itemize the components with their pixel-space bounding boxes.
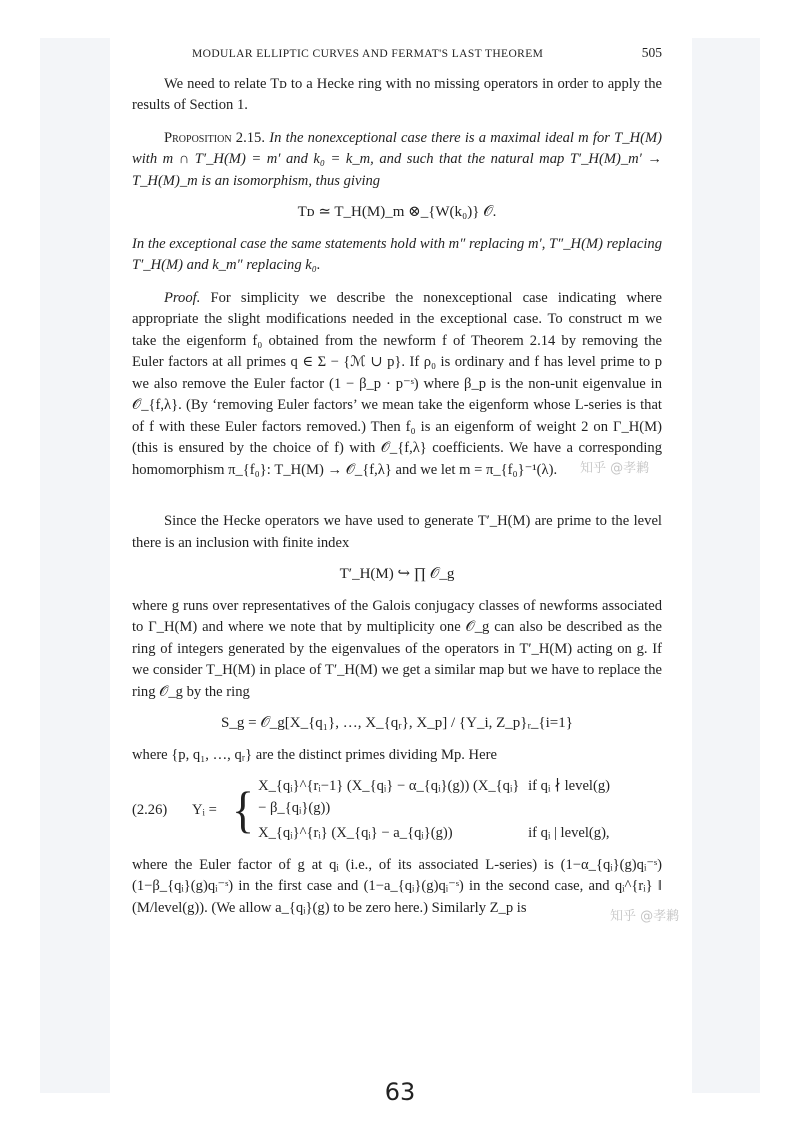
proposition-exceptional: In the exceptional case the same statements hold with m″ replacing m′, T″_H(M) replacing T′_H(M) and k_m″ replacing k₀.	[132, 235, 662, 273]
equation-case-2	[258, 823, 610, 845]
equation-lhs: Yᵢ =	[192, 801, 217, 818]
page-content	[132, 42, 662, 919]
footer-page-number: 63	[384, 1078, 416, 1106]
ring-display-equation: S_g = 𝒪_g[X_{q₁}, …, X_{qᵣ}, X_p] / {Y_i, Z_p}ᵣ_{i=1}	[221, 715, 573, 731]
proof-label: Proof.	[164, 289, 201, 306]
header-page-number: 505	[641, 45, 662, 60]
intro-paragraph: We need to relate Tᴅ to a Hecke ring with no missing operators in order to apply the results of Section 1.	[132, 75, 662, 113]
proof-paragraph	[132, 288, 662, 482]
left-margin-strip	[40, 38, 110, 1093]
equation-cases	[258, 776, 610, 845]
primes-paragraph: where {p, q₁, …, qᵣ} are the distinct primes dividing Mp. Here	[132, 746, 497, 763]
running-header	[132, 42, 662, 66]
newforms-paragraph: where g runs over representatives of the Galois conjugacy classes of newforms associated to Γ_H(M) and where we note that by multiplicity one 𝒪_g can also be described as the ring of integers generated by the eigenvalues of the operators in T′_H(M) acting on g. If we consider T_H(M) in place of T′_H(M) we get a similar map but we have to replace the ring 𝒪_g by the ring	[132, 597, 662, 700]
equation-2-26	[132, 776, 662, 845]
case-1-condition: if qᵢ ∤ level(g)	[528, 778, 610, 794]
header-title: MODULAR ELLIPTIC CURVES AND FERMAT'S LAST THEOREM	[192, 48, 544, 60]
euler-factor-paragraph: where the Euler factor of g at qᵢ (i.e., of its associated L-series) is (1−α_{qᵢ}(g)qᵢ⁻ˢ)(1−β_{qᵢ}(g)qᵢ⁻ˢ) in the first case and (1−a_{qᵢ}(g)qᵢ⁻ˢ) in the second case, and qᵢ^{rᵢ} ‖ (M/level(g)). (We allow a_{qᵢ}(g) to be zero here.) Similarly Z_p is	[132, 856, 662, 916]
hecke-paragraph: Since the Hecke operators we have used to generate T′_H(M) are prime to the level there is an inclusion with finite index	[132, 513, 662, 551]
equation-tag: (2.26)	[132, 801, 168, 818]
case-1-expression: X_{qᵢ}^{rᵢ−1} (X_{qᵢ} − α_{qᵢ}(g)) (X_{qᵢ} − β_{qᵢ}(g))	[258, 778, 520, 816]
proof-text: For simplicity we describe the nonexceptional case indicating where appropriate the slight modifications needed in the exceptional case. To construct m we take the eigenform f₀ obtained from the newform f of Theorem 2.14 by removing the Euler factors at all primes q ∈ Σ − {ℳ ∪ p}. If ρ₀ is ordinary and f has level prime to p we also remove the Euler factor (1 − β_p · p⁻ˢ) where β_p is the non-unit eigenvalue in 𝒪_{f,λ}. (By ‘removing Euler factors’ we mean take the eigenform whose L-series is that of f with these Euler factors removed.) Then f₀ is an eigenform of weight 2 on Γ_H(M) (this is ensured by the choice of f) with 𝒪_{f,λ} coefficients. We have a corresponding homomorphism π_{f₀}: T_H(M) → 𝒪_{f,λ} and we let m = π_{f₀}⁻¹(λ).	[132, 289, 662, 478]
left-brace: {	[232, 781, 255, 838]
proposition-display-equation: Tᴅ ≃ T_H(M)_m ⊗_{W(k₀)} 𝒪.	[297, 204, 497, 220]
case-2-condition: if qᵢ | level(g),	[528, 825, 610, 841]
paper-page	[110, 30, 692, 1093]
right-margin-strip	[692, 38, 760, 1093]
proposition-paragraph	[132, 128, 662, 193]
watermark-2: 知乎 @孝鹣	[610, 909, 680, 924]
proposition-label: Proposition 2.15.	[164, 129, 265, 146]
case-2-expression: X_{qᵢ}^{rᵢ} (X_{qᵢ} − a_{qᵢ}(g))	[258, 825, 453, 841]
inclusion-display-equation: T′_H(M) ↪ ∏ 𝒪_g	[339, 566, 455, 582]
watermark-1: 知乎 @孝鹣	[580, 461, 650, 476]
proposition-statement: In the nonexceptional case there is a maximal ideal m for T_H(M) with m ∩ T′_H(M) = m′ and k₀ = k_m, and such that the natural map T′_H(M)_m′ → T_H(M)_m is an isomorphism, thus giving	[132, 129, 663, 189]
equation-case-1	[258, 776, 610, 819]
